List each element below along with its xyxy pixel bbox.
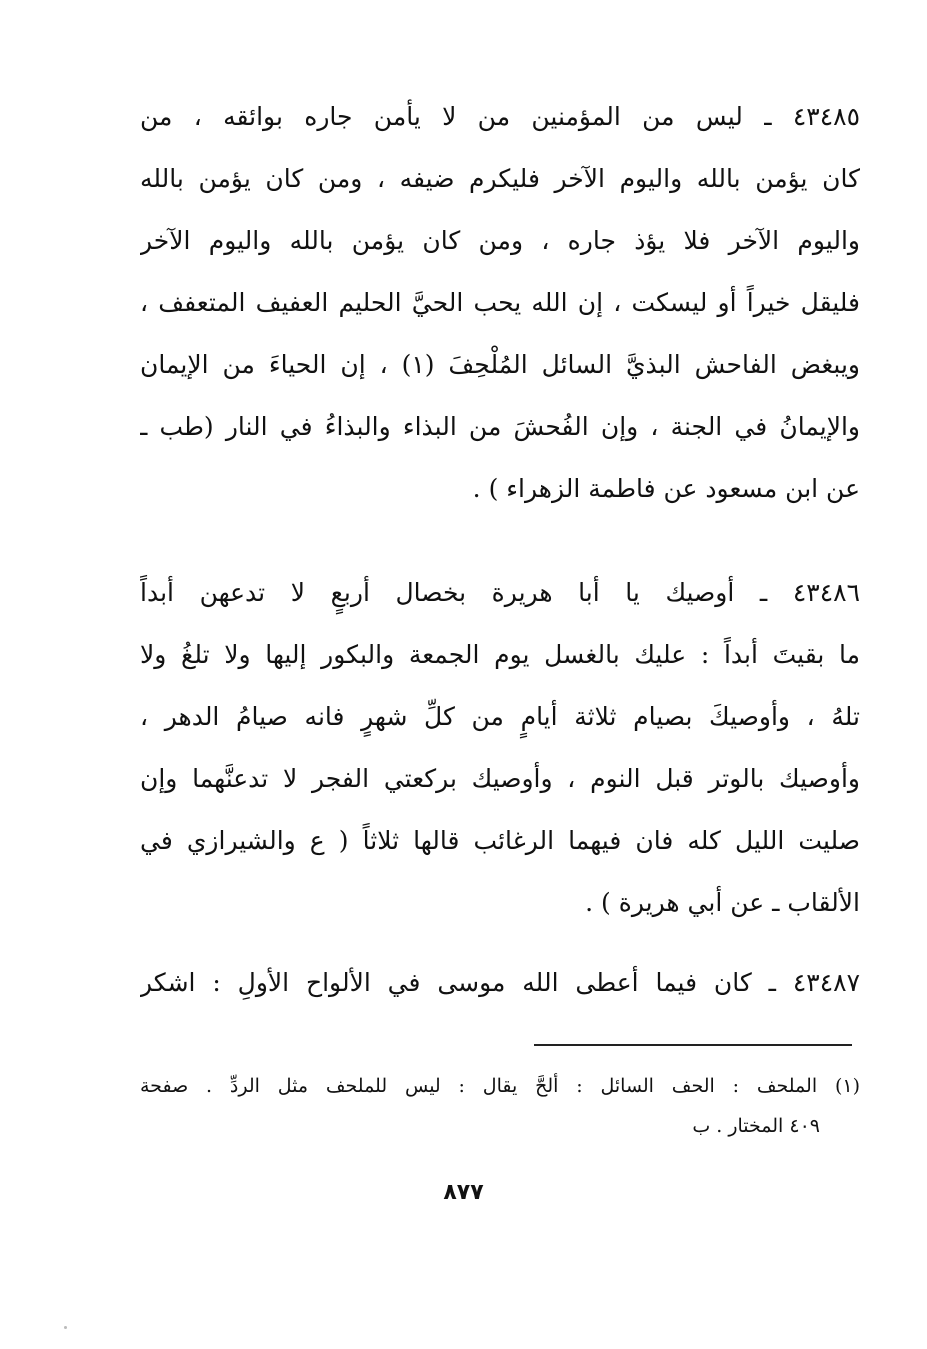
text-line: ٤٣٤٨٧ ـ كان فيما أعطى الله موسى في الألواح الأولِ : اشكر bbox=[140, 968, 860, 997]
hadith-paragraph-43486 bbox=[140, 562, 860, 934]
text-line: وأوصيك بالوتر قبل النوم ، وأوصيك بركعتي الفجر لا تدعنَّهما وإن bbox=[140, 764, 860, 793]
page-number: ٨٧٧ bbox=[443, 1180, 484, 1205]
footnote-line: ٤٠٩ المختار . ب bbox=[692, 1115, 820, 1137]
scan-speck bbox=[64, 1326, 67, 1329]
text-line: واليوم الآخر فلا يؤذ جاره ، ومن كان يؤمن بالله واليوم الآخر bbox=[140, 226, 860, 255]
hadith-paragraph-43485 bbox=[140, 86, 860, 520]
text-line: ٤٣٤٨٥ ـ ليس من المؤمنين من لا يأمن جاره بوائقه ، من bbox=[140, 102, 860, 131]
text-line: تلهُ ، وأوصيكَ بصيام ثلاثة أيامٍ من كلِّ شهرٍ فانه صيامُ الدهر ، bbox=[140, 702, 860, 731]
hadith-paragraph-43487 bbox=[140, 952, 860, 1014]
footnote bbox=[140, 1066, 860, 1146]
text-line: ويبغض الفاحش البذيَّ السائل المُلْحِفَ (١) ، إن الحياءَ من الإيمان bbox=[140, 350, 860, 379]
text-line: كان يؤمن بالله واليوم الآخر فليكرم ضيفه ، ومن كان يؤمن بالله bbox=[140, 164, 860, 193]
text-line: عن ابن مسعود عن فاطمة الزهراء ) . bbox=[472, 474, 860, 503]
text-line: ما بقيتَ أبداً : عليك بالغسل يوم الجمعة والبكور إليها ولا تلغُ ولا bbox=[140, 640, 860, 669]
footnote-divider bbox=[534, 1044, 852, 1046]
text-line: والإيمانُ في الجنة ، وإن الفُحشَ من البذاء والبذاءُ في النار (طب ـ bbox=[140, 412, 860, 441]
footnote-line: (١) الملحف : الحف السائل : ألحَّ يقال : ليس للملحف مثل الردِّ . صفحة bbox=[140, 1075, 860, 1097]
text-line: صليت الليل كله فان فيهما الرغائب قالها ثلاثاً ( ع والشيرازي في bbox=[140, 826, 860, 855]
text-line: الألقاب ـ عن أبي هريرة ) . bbox=[585, 888, 860, 917]
text-line: ٤٣٤٨٦ ـ أوصيك يا أبا هريرة بخصال أربعٍ لا تدعهن أبداً bbox=[140, 578, 860, 607]
text-line: فليقل خيراً أو ليسكت ، إن الله يحب الحيَّ الحليم العفيف المتعفف ، bbox=[140, 288, 860, 317]
